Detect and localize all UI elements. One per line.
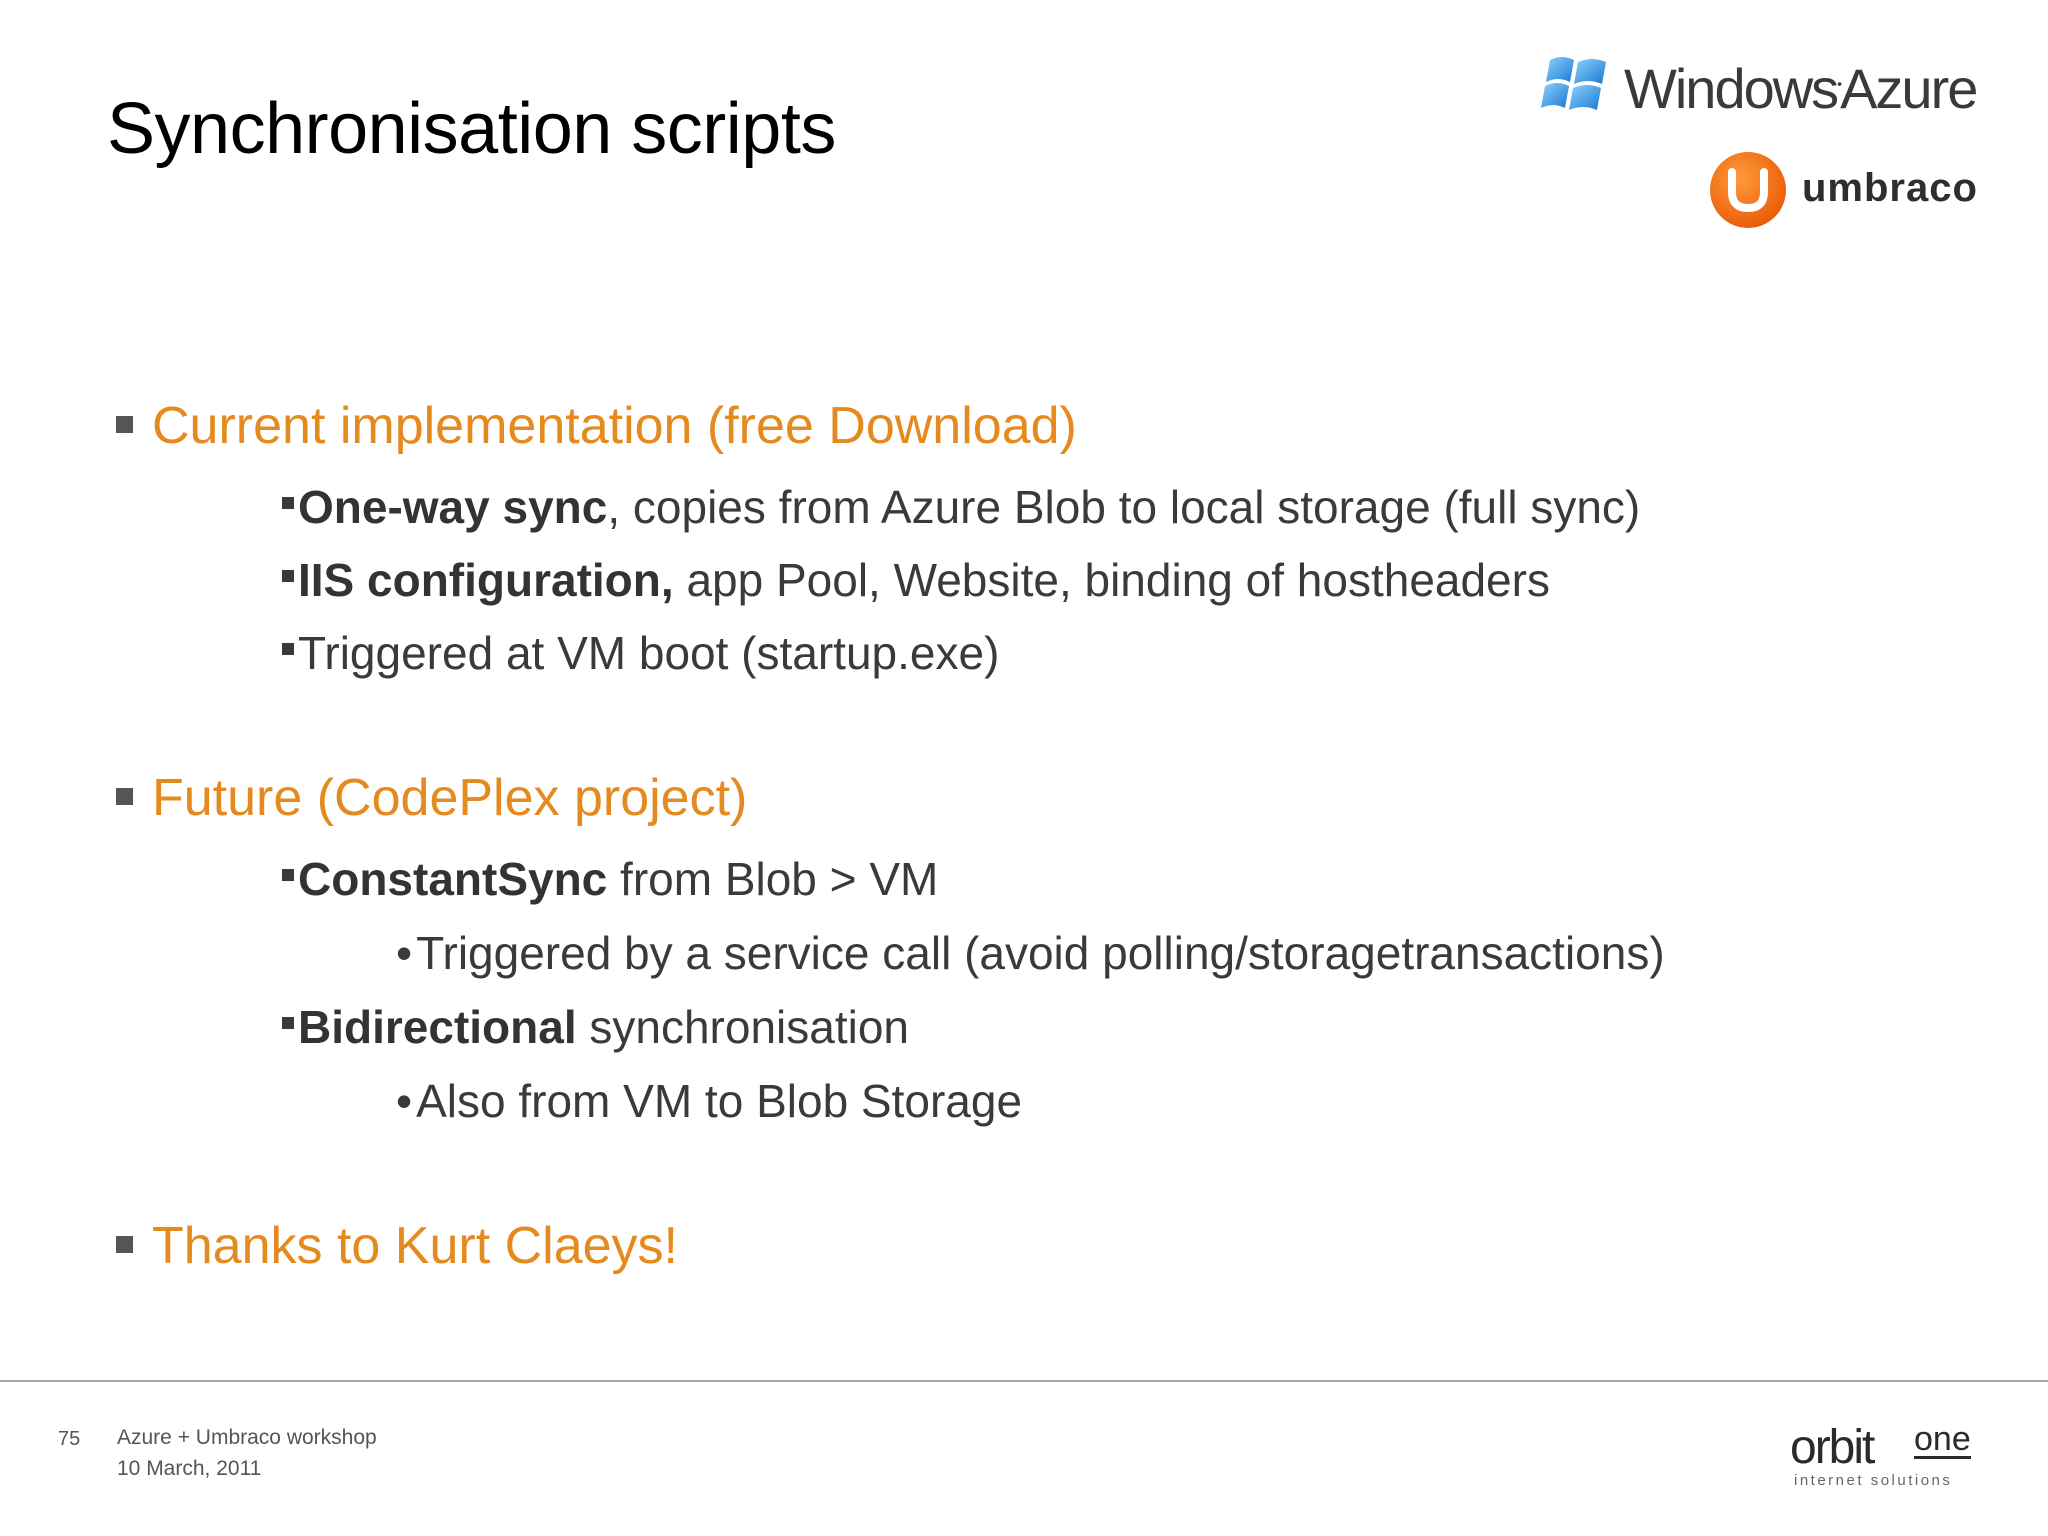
list-item: Triggered at VM boot (startup.exe) xyxy=(282,626,999,680)
orbit-one-logo xyxy=(1790,1420,1990,1500)
square-bullet-icon xyxy=(116,788,133,805)
orbit-tagline: internet solutions xyxy=(1794,1472,1953,1489)
round-bullet-icon: • xyxy=(396,927,413,979)
square-bullet-icon xyxy=(116,416,133,433)
umbraco-wordmark: umbraco xyxy=(1802,166,1978,210)
square-bullet-icon xyxy=(282,570,294,582)
square-bullet-icon xyxy=(116,1236,133,1253)
square-bullet-icon xyxy=(282,1017,294,1029)
list-item: ConstantSync from Blob > VM xyxy=(282,852,938,906)
slide-title: Synchronisation scripts xyxy=(107,89,836,169)
page-number: 75 xyxy=(58,1428,81,1450)
square-bullet-icon xyxy=(282,643,294,655)
footer-date: 10 March, 2011 xyxy=(117,1457,262,1480)
azure-wordmark: Windows•Azure xyxy=(1624,57,1977,120)
sub-list-item: •Also from VM to Blob Storage xyxy=(396,1075,1023,1127)
orbit-one-wordmark: one xyxy=(1914,1420,1971,1458)
orbit-wordmark: orbit xyxy=(1790,1421,1874,1474)
list-item: One-way sync, copies from Azure Blob to local storage (full sync) xyxy=(282,480,1640,534)
section-heading-future: Future (CodePlex project) xyxy=(116,768,747,828)
section-heading-thanks: Thanks to Kurt Claeys! xyxy=(116,1216,678,1276)
square-bullet-icon xyxy=(282,869,294,881)
list-item: IIS configuration, app Pool, Website, binding of hostheaders xyxy=(282,553,1550,607)
footer-title: Azure + Umbraco workshop xyxy=(117,1426,377,1449)
square-bullet-icon xyxy=(282,497,294,509)
sub-list-item: •Triggered by a service call (avoid polling/storagetransactions) xyxy=(396,927,1665,979)
round-bullet-icon: • xyxy=(396,1075,413,1127)
section-heading-current: Current implementation (free Download) xyxy=(116,396,1077,456)
list-item: Bidirectional synchronisation xyxy=(282,1000,909,1054)
footer-divider xyxy=(0,1380,2048,1382)
